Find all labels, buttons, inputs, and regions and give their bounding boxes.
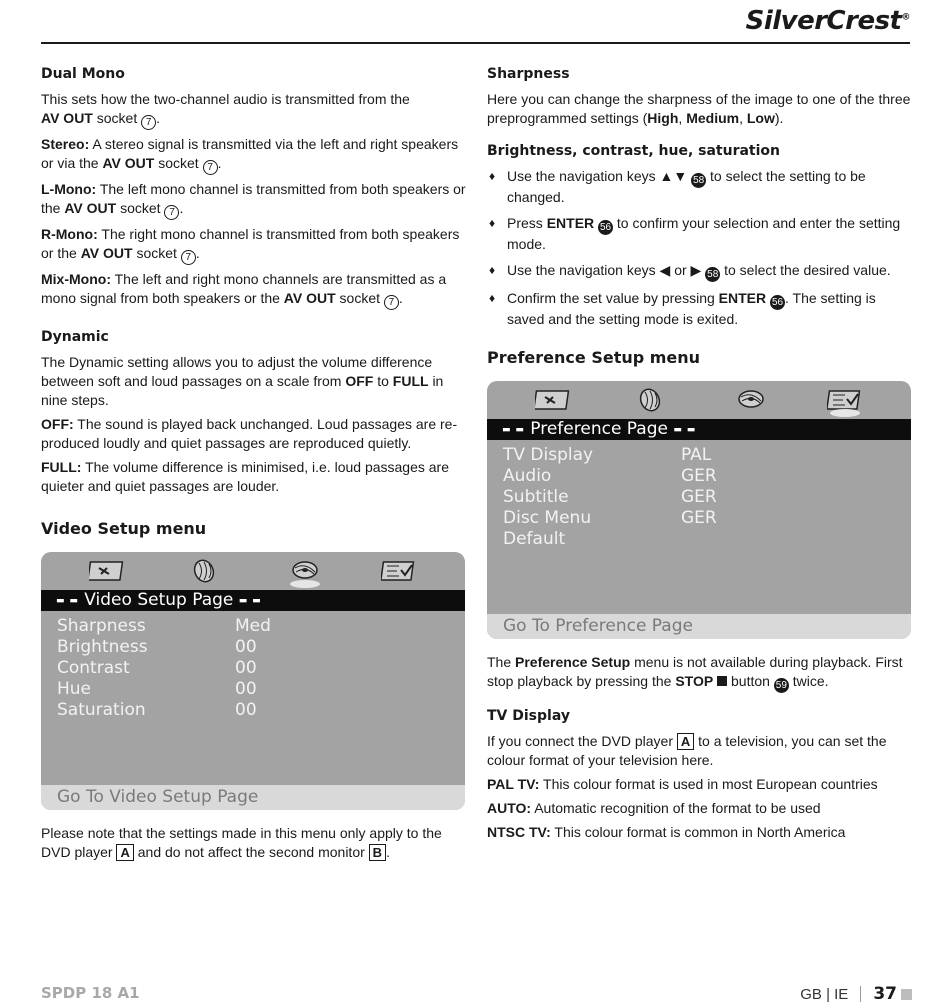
dynamic-off-text: OFF: The sound is played back unchanged. Loud passages are reproduced loudly and quiet passages are reproduced quietly.	[41, 416, 458, 451]
tv-display-intro: If you connect the DVD player A to a television, you can set the colour format of your television here.	[487, 733, 887, 768]
stereo-text: Stereo: A stereo signal is transmitted via the left and right speakers or via the AV OUT socket 7 .	[41, 136, 459, 173]
lmono-text: L-Mono: The left mono channel is transmitted from both speakers or the AV OUT socket 7 .	[41, 181, 466, 218]
video-setup-osd	[41, 552, 465, 810]
video-setup-rows	[57, 616, 465, 721]
speaker-icon[interactable]	[186, 558, 222, 584]
preference-check-icon[interactable]	[381, 558, 417, 584]
dynamic-heading: Dynamic	[41, 329, 109, 345]
left-column	[41, 66, 466, 867]
dual-mono-heading: Dual Mono	[41, 66, 125, 82]
preference-note: The Preference Setup menu is not available during playback. First stop playback by pressing the STOP button 59 twice.	[487, 654, 903, 691]
osd-row-audio[interactable]: Audio GER	[503, 466, 717, 486]
osd-row-subtitle[interactable]: Subtitle GER	[503, 487, 717, 507]
settings-panel-icon[interactable]	[89, 558, 125, 584]
osd-row-disc-menu[interactable]: Disc Menu GER	[503, 508, 717, 528]
osd-row-brightness[interactable]: Brightness 00	[57, 637, 257, 657]
preference-osd	[487, 381, 911, 639]
osd-row-saturation[interactable]: Saturation 00	[57, 700, 257, 720]
sharpness-text: Here you can change the sharpness of the image to one of the three preprogrammed settings (High, Medium, Low).	[487, 91, 911, 126]
list-item: ♦ Use the navigation keys ▲▼ 58 to select the setting to be changed.	[489, 168, 866, 205]
model-number: SPDP 18 A1	[41, 984, 140, 1002]
brand-logo: SilverCrest®	[745, 6, 910, 36]
video-setup-footer: Go To Video Setup Page	[41, 785, 465, 810]
stop-icon	[717, 676, 727, 686]
dynamic-intro: The Dynamic setting allows you to adjust the volume difference between soft and loud passages on a scale from OFF to FULL in nine steps.	[41, 354, 444, 408]
header-rule	[41, 42, 910, 44]
preference-heading: Preference Setup menu	[487, 348, 701, 367]
up-down-arrows-icon: ▲▼	[659, 168, 688, 184]
bchs-steps	[487, 167, 915, 329]
right-column	[487, 66, 915, 847]
auto-text: AUTO: Automatic recognition of the format to be used	[487, 800, 821, 816]
osd-row-default[interactable]: Default	[503, 529, 566, 549]
disc-icon[interactable]	[733, 387, 769, 413]
osd-row-hue[interactable]: Hue 00	[57, 679, 257, 699]
left-arrow-icon: ◀	[659, 262, 671, 278]
osd-row-tv-display[interactable]: TV Display PAL	[503, 445, 712, 465]
page-number: 37	[873, 984, 897, 1003]
video-setup-title-bar: ▬ ▬ Video Setup Page ▬ ▬	[41, 590, 465, 611]
ntsc-tv-text: NTSC TV: This colour format is common in North America	[487, 824, 846, 840]
preference-check-icon[interactable]	[827, 387, 863, 413]
av-out-ref: 7	[141, 115, 156, 130]
sharpness-heading: Sharpness	[487, 66, 570, 82]
pal-tv-text: PAL TV: This colour format is used in most European countries	[487, 776, 878, 792]
video-setup-note: Please note that the settings made in this menu only apply to the DVD player A and do not affect the second monitor B .	[41, 825, 442, 860]
preference-footer: Go To Preference Page	[487, 614, 911, 639]
dynamic-full-text: FULL: The volume difference is minimised, i.e. loud passages are quieter and quiet passages are louder.	[41, 459, 450, 494]
video-setup-heading: Video Setup menu	[41, 519, 207, 538]
page-marker-icon	[901, 989, 912, 1000]
osd-row-sharpness[interactable]: Sharpness Med	[57, 616, 271, 636]
disc-icon[interactable]	[287, 558, 323, 584]
bchs-heading: Brightness, contrast, hue, saturation	[487, 143, 781, 159]
dual-mono-intro: This sets how the two-channel audio is transmitted from the AV OUT socket 7 .	[41, 91, 410, 128]
osd-row-contrast[interactable]: Contrast 00	[57, 658, 257, 678]
tv-display-heading: TV Display	[487, 708, 570, 724]
rmono-text: R-Mono: The right mono channel is transmitted from both speakers or the AV OUT socket 7 .	[41, 226, 460, 263]
speaker-icon[interactable]	[632, 387, 668, 413]
right-arrow-icon: ▶	[690, 262, 702, 278]
list-item: ♦ Confirm the set value by pressing ENTER 56 . The setting is saved and the setting mode is exited.	[489, 290, 876, 327]
list-item: ♦ Use the navigation keys ◀ or ▶ 58 to select the desired value.	[489, 262, 891, 280]
mixmono-text: Mix-Mono: The left and right mono channels are transmitted as a mono signal from both speakers or the AV OUT socket 7 .	[41, 271, 447, 308]
page-footer: GB | IE 37	[800, 984, 912, 1003]
preference-title-bar: ▬ ▬ Preference Page ▬ ▬	[487, 419, 911, 440]
list-item: ♦ Press ENTER 56 to confirm your selection and enter the setting mode.	[489, 215, 901, 252]
settings-panel-icon[interactable]	[535, 387, 571, 413]
preference-rows	[503, 445, 911, 550]
